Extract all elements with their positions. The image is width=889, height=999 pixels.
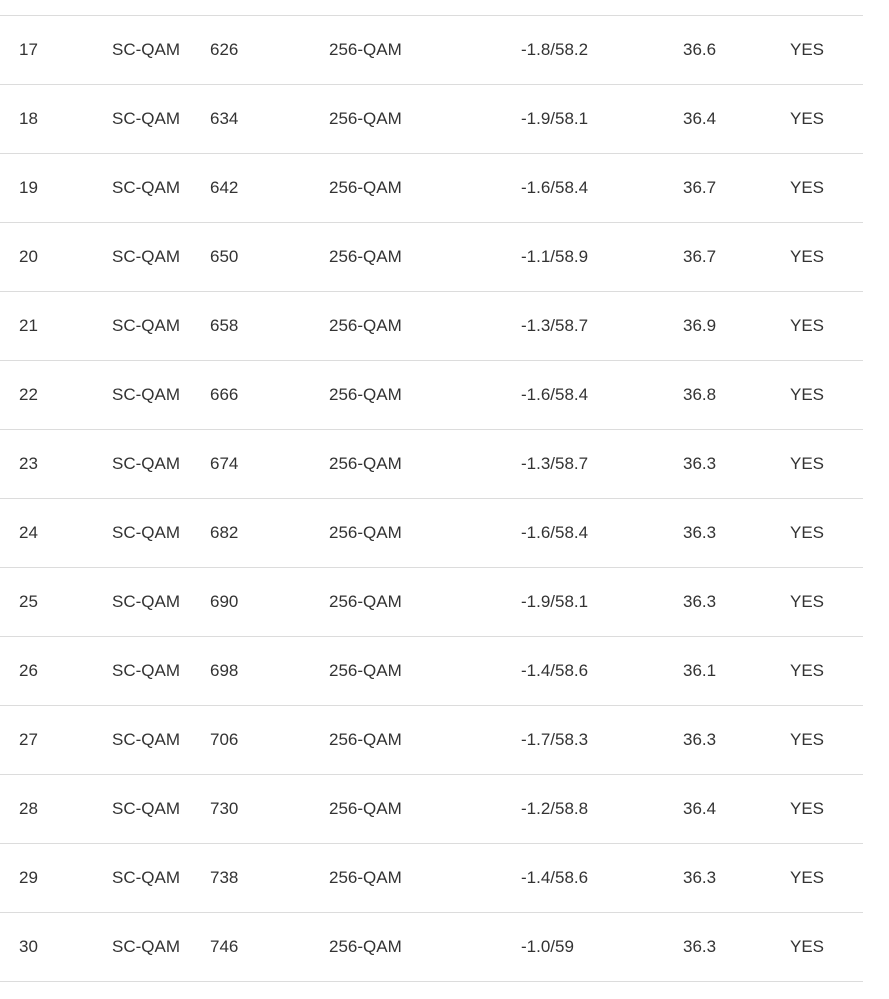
cell-channel-id: 21 [19,316,38,335]
cell-frequency: 642 [210,178,239,197]
cell-modulation: 256-QAM [329,730,402,749]
cell-channel-id: 29 [19,868,38,887]
cell-modulation: 256-QAM [329,592,402,611]
cell-channel-type: SC-QAM [112,109,180,128]
table-row [0,706,863,775]
cell-modulation: 256-QAM [329,661,402,680]
table-row [0,568,863,637]
cell-frequency: 674 [210,454,239,473]
table-row [0,292,863,361]
cell-lock-status: YES [790,730,825,749]
cell-power: -1.4/58.6 [521,661,589,680]
cell-channel-type: SC-QAM [112,316,180,335]
downstream-channel-table [0,15,863,982]
cell-snr: 36.8 [683,385,717,404]
table-row [0,85,863,154]
cell-channel-type: SC-QAM [112,40,180,59]
cell-snr: 36.7 [683,247,717,266]
cell-channel-id: 27 [19,730,38,749]
cell-channel-id: 18 [19,109,38,128]
cell-modulation: 256-QAM [329,109,402,128]
cell-frequency: 626 [210,40,239,59]
cell-lock-status: YES [790,109,825,128]
table-row [0,361,863,430]
cell-modulation: 256-QAM [329,523,402,542]
cell-lock-status: YES [790,385,825,404]
cell-frequency: 666 [210,385,239,404]
cell-channel-type: SC-QAM [112,937,180,956]
cell-modulation: 256-QAM [329,385,402,404]
cell-lock-status: YES [790,661,825,680]
cell-channel-type: SC-QAM [112,868,180,887]
cell-frequency: 634 [210,109,239,128]
cell-frequency: 730 [210,799,239,818]
cell-lock-status: YES [790,868,825,887]
cell-power: -1.8/58.2 [521,40,589,59]
cell-frequency: 650 [210,247,239,266]
cell-power: -1.1/58.9 [521,247,589,266]
table-row [0,430,863,499]
table-row [0,775,863,844]
cell-modulation: 256-QAM [329,247,402,266]
cell-power: -1.0/59 [521,937,574,956]
table-row [0,154,863,223]
cell-channel-id: 25 [19,592,38,611]
cell-channel-type: SC-QAM [112,523,180,542]
cell-channel-id: 24 [19,523,38,542]
cell-snr: 36.3 [683,454,717,473]
cell-snr: 36.3 [683,868,717,887]
cell-channel-id: 17 [19,40,38,59]
cell-frequency: 738 [210,868,239,887]
cell-channel-id: 22 [19,385,38,404]
cell-modulation: 256-QAM [329,316,402,335]
cell-frequency: 658 [210,316,239,335]
cell-modulation: 256-QAM [329,454,402,473]
table-row [0,16,863,85]
cell-modulation: 256-QAM [329,868,402,887]
cell-channel-id: 23 [19,454,38,473]
cell-lock-status: YES [790,799,825,818]
table-row [0,913,863,982]
table-row [0,223,863,292]
cell-channel-type: SC-QAM [112,178,180,197]
cell-power: -1.6/58.4 [521,178,589,197]
cell-frequency: 706 [210,730,239,749]
cell-modulation: 256-QAM [329,937,402,956]
cell-power: -1.4/58.6 [521,868,589,887]
cell-channel-id: 26 [19,661,38,680]
cell-power: -1.6/58.4 [521,385,589,404]
cell-frequency: 690 [210,592,239,611]
cell-power: -1.6/58.4 [521,523,589,542]
cell-power: -1.3/58.7 [521,316,589,335]
cell-channel-type: SC-QAM [112,247,180,266]
cell-channel-id: 19 [19,178,38,197]
cell-channel-id: 30 [19,937,38,956]
cell-snr: 36.4 [683,109,717,128]
table-row [0,499,863,568]
cell-snr: 36.4 [683,799,717,818]
cell-snr: 36.3 [683,592,717,611]
cell-snr: 36.3 [683,523,717,542]
cell-channel-type: SC-QAM [112,592,180,611]
cell-snr: 36.1 [683,661,717,680]
cell-lock-status: YES [790,454,825,473]
cell-frequency: 682 [210,523,239,542]
cell-channel-id: 20 [19,247,38,266]
cell-frequency: 746 [210,937,239,956]
cell-lock-status: YES [790,523,825,542]
cell-lock-status: YES [790,592,825,611]
cell-channel-type: SC-QAM [112,385,180,404]
cell-channel-type: SC-QAM [112,454,180,473]
cell-snr: 36.6 [683,40,717,59]
cell-snr: 36.7 [683,178,717,197]
cell-frequency: 698 [210,661,239,680]
cell-channel-id: 28 [19,799,38,818]
cell-power: -1.9/58.1 [521,109,589,128]
cell-power: -1.2/58.8 [521,799,589,818]
cell-channel-type: SC-QAM [112,799,180,818]
cell-power: -1.9/58.1 [521,592,589,611]
cell-modulation: 256-QAM [329,799,402,818]
cell-snr: 36.3 [683,730,717,749]
cell-snr: 36.3 [683,937,717,956]
cell-power: -1.7/58.3 [521,730,589,749]
cell-lock-status: YES [790,40,825,59]
cell-channel-type: SC-QAM [112,730,180,749]
cell-snr: 36.9 [683,316,717,335]
cell-power: -1.3/58.7 [521,454,589,473]
table-row [0,637,863,706]
cell-channel-type: SC-QAM [112,661,180,680]
table-row [0,844,863,913]
cell-lock-status: YES [790,178,825,197]
cell-modulation: 256-QAM [329,178,402,197]
cell-lock-status: YES [790,937,825,956]
cell-lock-status: YES [790,247,825,266]
cell-lock-status: YES [790,316,825,335]
cell-modulation: 256-QAM [329,40,402,59]
